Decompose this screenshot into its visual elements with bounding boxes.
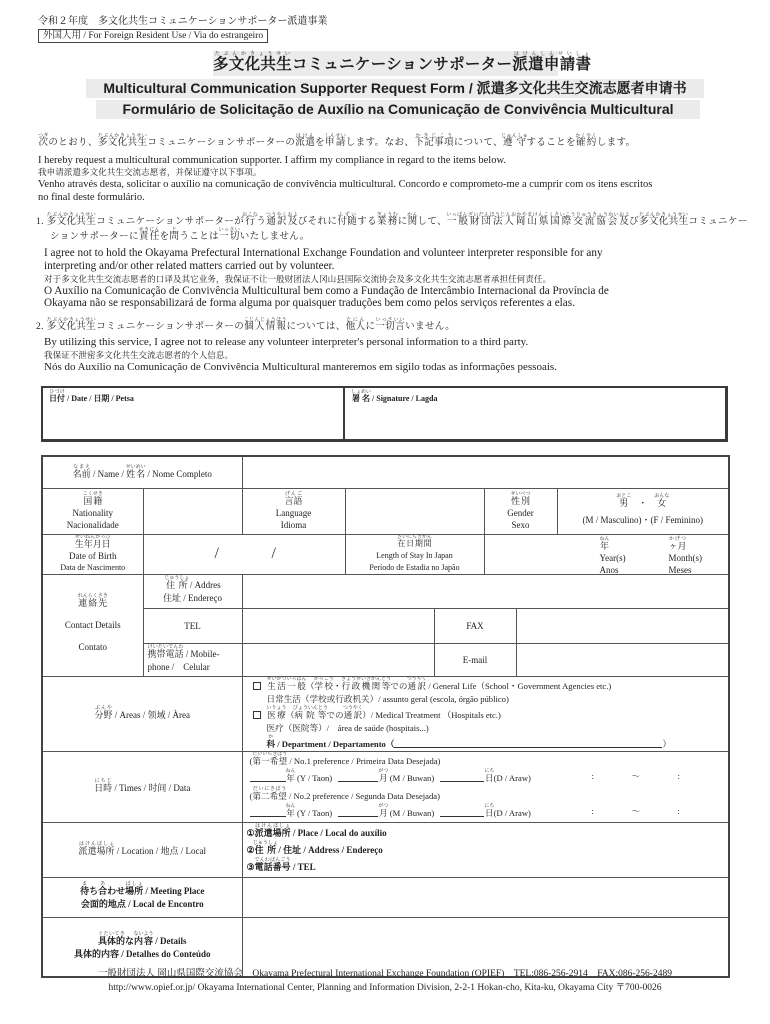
year-unit: 年ねん	[285, 804, 296, 818]
intro-zh: 我申请派遣多文化共生交流志愿者，并保证遵守以下事项。	[38, 167, 262, 177]
language-field[interactable]	[345, 488, 484, 534]
stay-years-pt: Anos	[599, 564, 619, 574]
stay-years-en: Year(s)	[599, 552, 626, 563]
form-title-jp: 多文化共生たぶんかきょうせいコミュニケーションサポーター派遣申請書はけんしんせいしょ	[213, 51, 558, 76]
location-address-label: ②住所じゅうしょ / 住址 / Address / Endereço	[246, 841, 383, 855]
term-1-pt-line-2: Okayama não se responsabilizará de forma alguma por quaisquer traduções bem como pelos serviços referentes a elas.	[44, 297, 575, 309]
gender-options-jp[interactable]: 男おとこ ・ 女おんな	[616, 494, 670, 508]
term-2-zh: 我保证不泄密多文化共生交流志愿者的个人信息。	[44, 350, 234, 360]
day-unit-text: (D / Araw)	[493, 773, 531, 783]
term-1-zh: 对于多文化共生交流志愿者的口译及其它业务，我保证不让一般财团法人冈山县国际交流协会及多文化共生交流志愿者承担任何责任。	[44, 274, 552, 284]
tel-field[interactable]	[242, 608, 434, 643]
mobile-field[interactable]	[242, 643, 434, 676]
meeting-place-label-2: 会面的地点 / Local de Encontro	[80, 899, 204, 909]
medical-label: 医療いりょう（病院等びょういんとうでの通訳つうやく）/ Medical Treatment （Hospitals etc.)	[266, 705, 501, 720]
intro-pt-line-2: no final deste formulário.	[38, 192, 145, 203]
meeting-place-label-1: 待まち合あわせ場所ばしょ / Meeting Place	[80, 882, 205, 896]
email-field[interactable]	[516, 643, 729, 676]
stay-label	[345, 534, 484, 574]
language-label-pt: Idioma	[280, 519, 307, 530]
contact-mobile-row	[42, 643, 729, 676]
intro-pt-line-1: Venho através desta, solicitar o auxílio na comunicação de convivência multicultural. Concordo e comprometo-me a cumprir com os itens escritos	[38, 179, 653, 190]
year-unit-text: (Y / Taon)	[294, 808, 333, 818]
location-place-label: ①派遣場所はけんばしょ / Place / Local do auxílio	[246, 824, 387, 838]
gender-label	[484, 488, 557, 534]
signature-label: 署名しょめい / Signature / Lagda	[351, 390, 438, 403]
dob-field[interactable]	[143, 534, 345, 574]
second-preference-label: (第二希望だいにきぼう / No.2 preference / Segunda Data Desejada)	[249, 786, 440, 801]
date-label: 日付ひづけ / Date / 日期 / Petsa	[49, 390, 134, 403]
department-line	[253, 735, 729, 751]
email-label: E-mail	[434, 643, 516, 676]
footer-organization: 一般財団法人 岡山県国際交流協会 Okayama Prefectural International Exchange Foundation (OPIEF) TEL:086-256-2914 FAX:086-256-2489	[98, 969, 672, 979]
footer-address: http://www.opief.or.jp/ Okayama International Center, Planning and Information Division, 2-2-1 Hokan-cho, Kita-ku, Okayama City 〒700-0026	[108, 983, 662, 993]
details-label-1: 具体的ぐたいてきな内容ないよう / Details	[97, 931, 187, 946]
term-1-jp-line-1: 1. 多文化共生たぶんかきょうせいコミュニケーションサポーターが行おこなう通訳及つうやくおよびそれに付随ふずいする業務ぎょうむに関かんして、一般財団法人岡山県国際交流協会及いっぱんざいだんほうじんおかやまけんこくさいこうりゅうきょうかいおよび多文化共生たぶんかきょうせいコミュニケー	[36, 213, 748, 227]
name-field[interactable]	[242, 456, 729, 488]
dob-label-en: Date of Birth	[69, 550, 117, 561]
location-label: 派遣場所はけんばしょ / Location / 地点 / Local	[42, 822, 242, 877]
nationality-label-jp: 国籍こくせき	[82, 491, 103, 506]
mobile-label-1: 携帯電話けいたいでんわ / Mobile-	[147, 645, 220, 659]
contact-tel-row	[42, 608, 729, 643]
nationality-label-pt: Nacionalidade	[66, 519, 119, 530]
general-life-label-2: 日常生活（学校或行政机关）/ assunto geral (escola, órgão público)	[266, 693, 509, 704]
day-unit: 日にち	[484, 804, 495, 818]
contact-address-row	[42, 574, 729, 608]
meeting-place-field[interactable]	[242, 877, 729, 917]
second-day-field[interactable]	[440, 808, 484, 817]
name-label: 名前なまえ / Name / 姓名せいめい / Nome Completo	[42, 456, 242, 488]
term-2-jp: 2. 多文化共生たぶんかきょうせいコミュニケーションサポーターの個人情報こじんじょうほうについては、他人たにんに一切言いっさいいいません。	[36, 318, 456, 332]
department-field[interactable]	[394, 739, 662, 748]
dob-row	[42, 534, 729, 574]
stay-years-jp: 年ねん	[599, 536, 610, 551]
gender-label-pt: Sexo	[511, 519, 530, 530]
date-signature-box	[41, 386, 728, 442]
department-label: 科か / Department / Departamento（	[266, 734, 395, 749]
first-preference-label: (第一希望だいいちきぼう / No.1 preference / Primeira Data Desejada)	[249, 751, 441, 766]
area-medical-option[interactable]	[253, 706, 729, 722]
dob-label	[42, 534, 143, 574]
address-field[interactable]	[242, 574, 729, 608]
meeting-place-row	[42, 877, 729, 917]
address-label	[143, 574, 242, 608]
medical-label-2: 医疗（医院等）/ área de saúde (hospitais...)	[266, 722, 429, 733]
day-unit: 日にち	[484, 769, 495, 783]
month-unit: 月がつ	[378, 769, 389, 783]
dob-label-jp: 生年月日せいねんがっぴ	[74, 534, 111, 549]
first-preference-date	[250, 769, 729, 787]
intro-jp: 次つぎのとおり、多文化共生たぶんかきょうせいコミュニケーションサポーターの派遣はけんを申請しんせいします。なお、下記事項かきじこうについて、遵守じゅんしゅすることを確約かくやくします。	[38, 134, 636, 148]
first-end-time-field[interactable]: :	[677, 771, 680, 781]
first-day-field[interactable]	[440, 773, 484, 782]
area-general-option[interactable]	[253, 677, 729, 693]
dob-separator: /	[214, 545, 219, 562]
tel-label: TEL	[143, 608, 242, 643]
day-unit-text: (D / Araw)	[493, 808, 531, 818]
nationality-row	[42, 488, 729, 534]
department-close: ）	[662, 738, 672, 749]
stay-label-en: Length of Stay In Japan	[376, 550, 453, 560]
second-preference-date	[250, 804, 729, 822]
stay-years	[600, 537, 626, 575]
stay-months	[669, 537, 703, 575]
term-1-pt-line-1: O Auxílio na Comunicação de Convivência Multicultural bem como a Fundação de Intercâmbio Internacional da Província de	[44, 285, 609, 297]
stay-months-pt: Meses	[668, 564, 692, 574]
month-unit-text: (M / Buwan)	[387, 773, 435, 783]
nationality-label-en: Nationality	[72, 507, 113, 518]
term-2-pt: Nós do Auxílio na Comunicação de Convivência Multicultural manteremos em sigilo todas as informações pessoais.	[44, 361, 557, 373]
location-tel-label: ③電話番号でんわばんごう / TEL	[246, 858, 316, 872]
form-title-pt: Formulário de Solicitação de Auxílio na Comunicação de Convivência Multicultural	[96, 100, 700, 119]
fax-label: FAX	[434, 608, 516, 643]
stay-months-jp: ヶ月かげつ	[668, 536, 687, 551]
language-label-jp: 言語げんご	[284, 491, 303, 506]
stay-label-pt: Período de Estadia no Japão	[369, 562, 460, 572]
general-life-checkbox[interactable]	[253, 682, 261, 690]
month-unit-text: (M / Buwan)	[387, 808, 435, 818]
time-range-tilde: ～	[631, 806, 641, 816]
dob-separator: /	[271, 545, 276, 562]
contact-label	[42, 574, 143, 676]
stay-label-jp: 在日期間ざいにちきかん	[396, 534, 432, 548]
contact-label-en: Contact Details	[64, 620, 121, 630]
second-year-field[interactable]	[250, 808, 286, 817]
second-month-field[interactable]	[338, 808, 378, 817]
stay-field[interactable]	[484, 534, 729, 574]
second-start-time-field[interactable]: :	[591, 806, 594, 816]
contact-label-pt: Contato	[78, 642, 107, 652]
application-form-table	[41, 455, 730, 978]
audience-label: 外国人用 / For Foreign Resident Use / Via do estrangeiro	[38, 29, 268, 43]
gender-options[interactable]	[557, 488, 729, 534]
first-start-time-field[interactable]: :	[591, 771, 594, 781]
year-unit-text: (Y / Taon)	[294, 773, 333, 783]
stay-months-en: Month(s)	[668, 552, 702, 563]
first-month-field[interactable]	[338, 773, 378, 782]
term-1-en-line-2: interpreting and/or other related matters carried out by volunteer.	[44, 260, 335, 272]
name-row	[42, 456, 729, 488]
times-label: 日時にちじ / Times / 时间 / Data	[42, 751, 242, 822]
gender-label-jp: 性別せいべつ	[510, 491, 531, 506]
time-range-tilde: ～	[631, 771, 641, 781]
contact-label-jp: 連絡先れんらくさき	[77, 594, 108, 608]
details-label-2: 具体的内容 / Detalhes do Conteúdo	[73, 948, 211, 959]
nationality-field[interactable]	[143, 488, 242, 534]
intro-en: I hereby request a multicultural communication supporter. I affirm my compliance in regard to the items below.	[38, 155, 506, 166]
times-field	[242, 751, 729, 822]
gender-options-text: (M / Masculino)・(F / Feminino)	[582, 515, 703, 525]
nationality-label	[42, 488, 143, 534]
location-row	[42, 822, 729, 877]
year-unit: 年ねん	[285, 769, 296, 783]
areas-label: 分野ぶんや / Areas / 领域 / Àrea	[42, 676, 242, 751]
month-unit: 月がつ	[378, 804, 389, 818]
mobile-label-2: phone / Celular	[147, 662, 210, 672]
date-field[interactable]	[43, 388, 345, 439]
meeting-place-label	[42, 877, 242, 917]
program-title: 令和２年度 多文化共生コミュニケーションサポーター派遣事業	[38, 16, 328, 27]
address-label-1: 住所じゅうしょ / Addres	[164, 576, 221, 590]
form-title-en-zh: Multicultural Communication Supporter Request Form / 派遣多文化共生交流志愿者申请书	[86, 79, 704, 98]
address-label-2: 住址 / Endereço	[163, 593, 222, 603]
term-2-en: By utilizing this service, I agree not to release any volunteer interpreter's personal information to a third party.	[44, 336, 529, 348]
gender-label-en: Gender	[507, 507, 534, 518]
first-year-field[interactable]	[250, 773, 286, 782]
language-label	[242, 488, 345, 534]
general-life-label: 生活一般せいかついっぱん（学校がっこう・行政機関等ぎょうせいきかんとうでの通訳つうやく / General Life（School・Government Agencies etc.)	[266, 676, 612, 691]
location-field[interactable]	[242, 822, 729, 877]
medical-checkbox[interactable]	[253, 711, 261, 719]
dob-label-pt: Data de Nascimento	[60, 562, 126, 572]
fax-field[interactable]	[516, 608, 729, 643]
mobile-label	[143, 643, 242, 676]
term-1-jp-line-2: ションサポーターに責任せきにんを問とうことは一切いっさいいたしません。	[50, 228, 310, 242]
second-end-time-field[interactable]: :	[677, 806, 680, 816]
language-label-en: Language	[275, 507, 312, 518]
areas-row	[42, 676, 729, 751]
term-1-en-line-1: I agree not to hold the Okayama Prefectural International Exchange Foundation and volunteer interpreter responsible for any	[44, 247, 603, 259]
signature-field[interactable]	[345, 388, 725, 439]
times-row	[42, 751, 729, 822]
areas-field	[242, 676, 729, 751]
